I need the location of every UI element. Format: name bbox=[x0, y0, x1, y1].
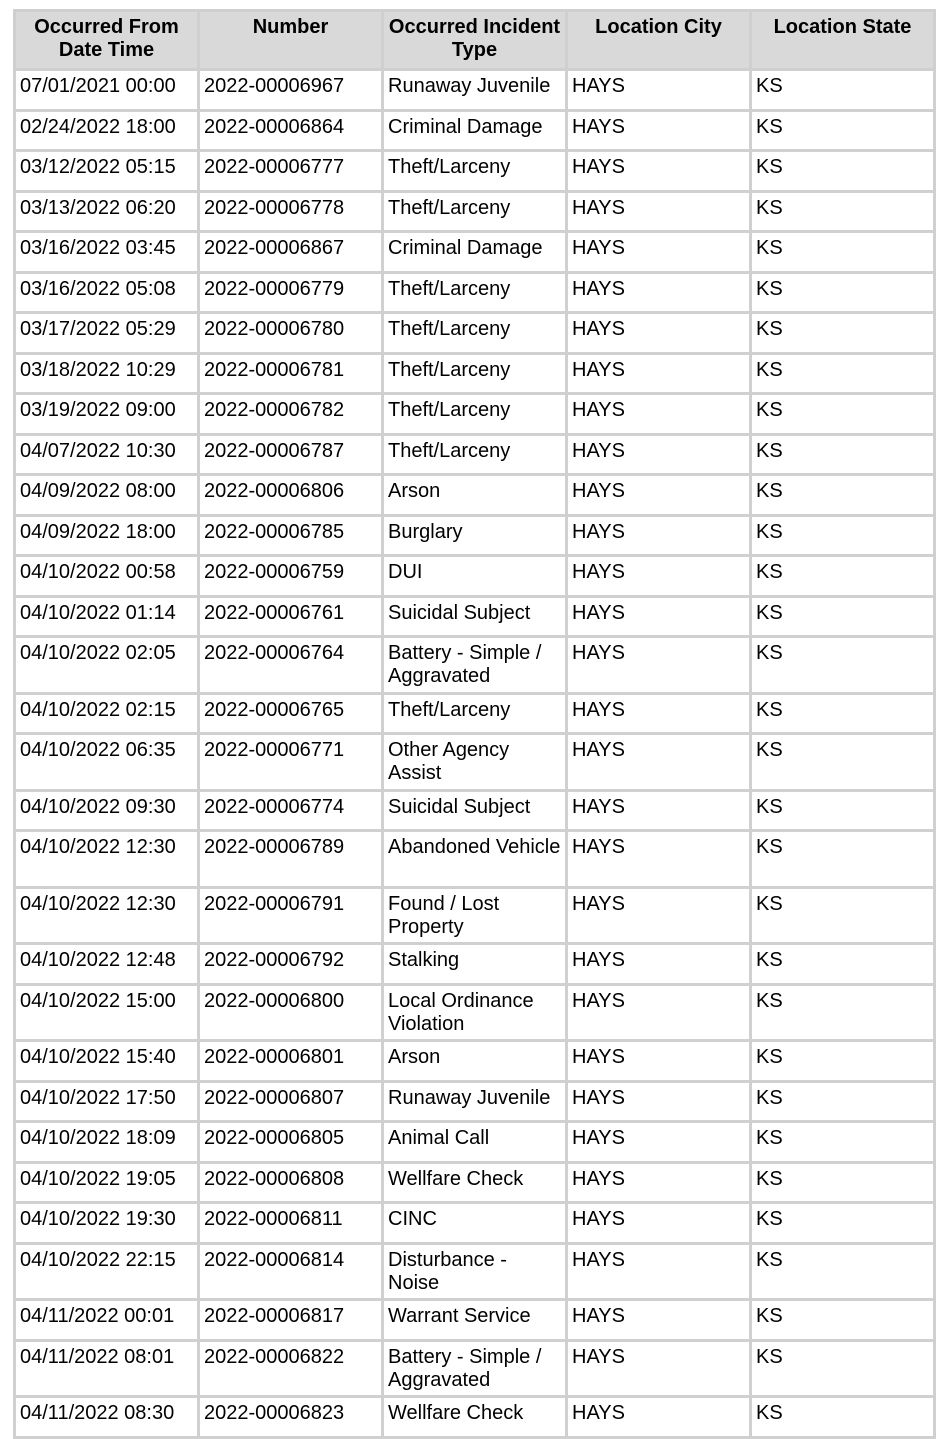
cell-state: KS bbox=[751, 944, 935, 985]
cell-city: HAYS bbox=[567, 1081, 751, 1122]
table-row bbox=[15, 394, 935, 435]
cell-incident-type: Criminal Damage bbox=[383, 232, 567, 273]
cell-city: HAYS bbox=[567, 693, 751, 734]
cell-incident-type: Abandoned Vehicle bbox=[383, 831, 567, 888]
cell-state: KS bbox=[751, 1081, 935, 1122]
cell-city: HAYS bbox=[567, 394, 751, 435]
table-row bbox=[15, 944, 935, 985]
cell-state: KS bbox=[751, 1162, 935, 1203]
cell-number: 2022-00006800 bbox=[199, 984, 383, 1041]
cell-city: HAYS bbox=[567, 232, 751, 273]
table-row bbox=[15, 313, 935, 354]
cell-incident-type: DUI bbox=[383, 556, 567, 597]
cell-state: KS bbox=[751, 70, 935, 111]
cell-state: KS bbox=[751, 475, 935, 516]
cell-incident-type: Other Agency Assist bbox=[383, 734, 567, 791]
cell-state: KS bbox=[751, 693, 935, 734]
cell-number: 2022-00006759 bbox=[199, 556, 383, 597]
cell-state: KS bbox=[751, 637, 935, 694]
cell-incident-type: Warrant Service bbox=[383, 1300, 567, 1341]
cell-city: HAYS bbox=[567, 1300, 751, 1341]
cell-date: 04/11/2022 08:30 bbox=[15, 1397, 199, 1438]
table-row bbox=[15, 232, 935, 273]
cell-city: HAYS bbox=[567, 596, 751, 637]
table-row bbox=[15, 70, 935, 111]
cell-incident-type: Theft/Larceny bbox=[383, 151, 567, 192]
table-row bbox=[15, 693, 935, 734]
cell-city: HAYS bbox=[567, 151, 751, 192]
table-row bbox=[15, 1340, 935, 1397]
cell-incident-type: Wellfare Check bbox=[383, 1397, 567, 1438]
cell-date: 04/10/2022 12:48 bbox=[15, 944, 199, 985]
table-row bbox=[15, 887, 935, 944]
cell-number: 2022-00006811 bbox=[199, 1203, 383, 1244]
table-row bbox=[15, 1300, 935, 1341]
cell-incident-type: Arson bbox=[383, 1041, 567, 1082]
cell-number: 2022-00006792 bbox=[199, 944, 383, 985]
cell-state: KS bbox=[751, 1243, 935, 1300]
table-row bbox=[15, 515, 935, 556]
cell-incident-type: Runaway Juvenile bbox=[383, 70, 567, 111]
cell-city: HAYS bbox=[567, 637, 751, 694]
table-row bbox=[15, 434, 935, 475]
cell-city: HAYS bbox=[567, 1122, 751, 1163]
cell-city: HAYS bbox=[567, 1340, 751, 1397]
cell-number: 2022-00006774 bbox=[199, 790, 383, 831]
cell-city: HAYS bbox=[567, 1243, 751, 1300]
cell-date: 03/13/2022 06:20 bbox=[15, 191, 199, 232]
cell-city: HAYS bbox=[567, 1041, 751, 1082]
cell-date: 04/10/2022 02:05 bbox=[15, 637, 199, 694]
cell-incident-type: Theft/Larceny bbox=[383, 272, 567, 313]
cell-state: KS bbox=[751, 556, 935, 597]
cell-number: 2022-00006801 bbox=[199, 1041, 383, 1082]
cell-state: KS bbox=[751, 353, 935, 394]
cell-incident-type: Suicidal Subject bbox=[383, 596, 567, 637]
cell-number: 2022-00006791 bbox=[199, 887, 383, 944]
table-row bbox=[15, 1203, 935, 1244]
cell-date: 04/11/2022 00:01 bbox=[15, 1300, 199, 1341]
cell-number: 2022-00006805 bbox=[199, 1122, 383, 1163]
cell-number: 2022-00006864 bbox=[199, 110, 383, 151]
cell-number: 2022-00006789 bbox=[199, 831, 383, 888]
table-row bbox=[15, 790, 935, 831]
cell-city: HAYS bbox=[567, 110, 751, 151]
cell-incident-type: Theft/Larceny bbox=[383, 434, 567, 475]
table-row bbox=[15, 637, 935, 694]
cell-incident-type: Stalking bbox=[383, 944, 567, 985]
cell-number: 2022-00006807 bbox=[199, 1081, 383, 1122]
cell-state: KS bbox=[751, 434, 935, 475]
table-row bbox=[15, 1041, 935, 1082]
cell-date: 04/10/2022 01:14 bbox=[15, 596, 199, 637]
table-row bbox=[15, 475, 935, 516]
cell-city: HAYS bbox=[567, 313, 751, 354]
cell-date: 04/10/2022 22:15 bbox=[15, 1243, 199, 1300]
cell-number: 2022-00006823 bbox=[199, 1397, 383, 1438]
cell-number: 2022-00006777 bbox=[199, 151, 383, 192]
cell-incident-type: Animal Call bbox=[383, 1122, 567, 1163]
cell-state: KS bbox=[751, 734, 935, 791]
cell-state: KS bbox=[751, 1122, 935, 1163]
cell-date: 04/10/2022 12:30 bbox=[15, 887, 199, 944]
cell-incident-type: Found / Lost Property bbox=[383, 887, 567, 944]
cell-date: 03/17/2022 05:29 bbox=[15, 313, 199, 354]
header-location-state: Location State bbox=[751, 11, 935, 70]
table-header-row bbox=[15, 11, 935, 70]
cell-date: 03/18/2022 10:29 bbox=[15, 353, 199, 394]
cell-city: HAYS bbox=[567, 944, 751, 985]
cell-state: KS bbox=[751, 515, 935, 556]
cell-number: 2022-00006808 bbox=[199, 1162, 383, 1203]
cell-date: 04/10/2022 12:30 bbox=[15, 831, 199, 888]
header-location-city: Location City bbox=[567, 11, 751, 70]
cell-city: HAYS bbox=[567, 475, 751, 516]
cell-incident-type: CINC bbox=[383, 1203, 567, 1244]
cell-date: 03/16/2022 03:45 bbox=[15, 232, 199, 273]
cell-date: 04/11/2022 08:01 bbox=[15, 1340, 199, 1397]
cell-date: 04/07/2022 10:30 bbox=[15, 434, 199, 475]
cell-state: KS bbox=[751, 151, 935, 192]
cell-city: HAYS bbox=[567, 272, 751, 313]
header-occurred-incident-type: Occurred Incident Type bbox=[383, 11, 567, 70]
incident-table bbox=[13, 9, 936, 1439]
cell-number: 2022-00006779 bbox=[199, 272, 383, 313]
cell-incident-type: Theft/Larceny bbox=[383, 353, 567, 394]
cell-date: 04/10/2022 17:50 bbox=[15, 1081, 199, 1122]
cell-city: HAYS bbox=[567, 1162, 751, 1203]
cell-city: HAYS bbox=[567, 434, 751, 475]
header-occurred-from-date-time: Occurred From Date Time bbox=[15, 11, 199, 70]
cell-date: 04/10/2022 19:05 bbox=[15, 1162, 199, 1203]
cell-date: 04/09/2022 18:00 bbox=[15, 515, 199, 556]
cell-incident-type: Theft/Larceny bbox=[383, 313, 567, 354]
cell-city: HAYS bbox=[567, 191, 751, 232]
cell-date: 04/10/2022 15:00 bbox=[15, 984, 199, 1041]
cell-state: KS bbox=[751, 313, 935, 354]
cell-incident-type: Theft/Larceny bbox=[383, 191, 567, 232]
table-row bbox=[15, 272, 935, 313]
cell-state: KS bbox=[751, 831, 935, 888]
cell-city: HAYS bbox=[567, 556, 751, 597]
cell-state: KS bbox=[751, 1340, 935, 1397]
cell-number: 2022-00006787 bbox=[199, 434, 383, 475]
cell-incident-type: Local Ordinance Violation bbox=[383, 984, 567, 1041]
table-row bbox=[15, 151, 935, 192]
table-body bbox=[15, 70, 935, 1438]
cell-state: KS bbox=[751, 887, 935, 944]
table-row bbox=[15, 1397, 935, 1438]
cell-incident-type: Theft/Larceny bbox=[383, 394, 567, 435]
cell-date: 04/10/2022 15:40 bbox=[15, 1041, 199, 1082]
cell-number: 2022-00006765 bbox=[199, 693, 383, 734]
cell-city: HAYS bbox=[567, 984, 751, 1041]
cell-incident-type: Battery - Simple / Aggravated bbox=[383, 1340, 567, 1397]
cell-date: 03/16/2022 05:08 bbox=[15, 272, 199, 313]
cell-city: HAYS bbox=[567, 1397, 751, 1438]
table-row bbox=[15, 191, 935, 232]
cell-number: 2022-00006781 bbox=[199, 353, 383, 394]
cell-number: 2022-00006817 bbox=[199, 1300, 383, 1341]
cell-incident-type: Wellfare Check bbox=[383, 1162, 567, 1203]
table-row bbox=[15, 1243, 935, 1300]
cell-state: KS bbox=[751, 232, 935, 273]
cell-date: 04/10/2022 02:15 bbox=[15, 693, 199, 734]
cell-city: HAYS bbox=[567, 515, 751, 556]
cell-state: KS bbox=[751, 272, 935, 313]
cell-city: HAYS bbox=[567, 1203, 751, 1244]
cell-city: HAYS bbox=[567, 734, 751, 791]
cell-number: 2022-00006782 bbox=[199, 394, 383, 435]
table-row bbox=[15, 734, 935, 791]
cell-date: 04/10/2022 00:58 bbox=[15, 556, 199, 597]
cell-number: 2022-00006814 bbox=[199, 1243, 383, 1300]
cell-city: HAYS bbox=[567, 887, 751, 944]
cell-number: 2022-00006764 bbox=[199, 637, 383, 694]
table-row bbox=[15, 596, 935, 637]
table-row bbox=[15, 110, 935, 151]
cell-incident-type: Theft/Larceny bbox=[383, 693, 567, 734]
cell-state: KS bbox=[751, 394, 935, 435]
table-row bbox=[15, 353, 935, 394]
cell-state: KS bbox=[751, 1300, 935, 1341]
table-row bbox=[15, 984, 935, 1041]
cell-number: 2022-00006806 bbox=[199, 475, 383, 516]
cell-number: 2022-00006785 bbox=[199, 515, 383, 556]
cell-state: KS bbox=[751, 1041, 935, 1082]
cell-date: 07/01/2021 00:00 bbox=[15, 70, 199, 111]
cell-number: 2022-00006778 bbox=[199, 191, 383, 232]
cell-incident-type: Arson bbox=[383, 475, 567, 516]
cell-city: HAYS bbox=[567, 353, 751, 394]
cell-number: 2022-00006867 bbox=[199, 232, 383, 273]
cell-number: 2022-00006771 bbox=[199, 734, 383, 791]
header-number: Number bbox=[199, 11, 383, 70]
table-row bbox=[15, 1122, 935, 1163]
cell-state: KS bbox=[751, 1203, 935, 1244]
cell-number: 2022-00006761 bbox=[199, 596, 383, 637]
table-row bbox=[15, 831, 935, 888]
cell-incident-type: Runaway Juvenile bbox=[383, 1081, 567, 1122]
cell-date: 04/10/2022 18:09 bbox=[15, 1122, 199, 1163]
cell-number: 2022-00006967 bbox=[199, 70, 383, 111]
cell-date: 03/19/2022 09:00 bbox=[15, 394, 199, 435]
cell-date: 04/09/2022 08:00 bbox=[15, 475, 199, 516]
cell-date: 04/10/2022 09:30 bbox=[15, 790, 199, 831]
cell-date: 04/10/2022 06:35 bbox=[15, 734, 199, 791]
cell-state: KS bbox=[751, 984, 935, 1041]
cell-incident-type: Disturbance - Noise bbox=[383, 1243, 567, 1300]
table-row bbox=[15, 556, 935, 597]
cell-date: 04/10/2022 19:30 bbox=[15, 1203, 199, 1244]
cell-incident-type: Battery - Simple / Aggravated bbox=[383, 637, 567, 694]
cell-state: KS bbox=[751, 1397, 935, 1438]
table-row bbox=[15, 1162, 935, 1203]
table-row bbox=[15, 1081, 935, 1122]
cell-incident-type: Burglary bbox=[383, 515, 567, 556]
cell-city: HAYS bbox=[567, 831, 751, 888]
cell-state: KS bbox=[751, 191, 935, 232]
cell-number: 2022-00006780 bbox=[199, 313, 383, 354]
cell-city: HAYS bbox=[567, 790, 751, 831]
cell-city: HAYS bbox=[567, 70, 751, 111]
cell-incident-type: Suicidal Subject bbox=[383, 790, 567, 831]
cell-number: 2022-00006822 bbox=[199, 1340, 383, 1397]
cell-date: 02/24/2022 18:00 bbox=[15, 110, 199, 151]
cell-incident-type: Criminal Damage bbox=[383, 110, 567, 151]
cell-state: KS bbox=[751, 790, 935, 831]
cell-state: KS bbox=[751, 596, 935, 637]
cell-date: 03/12/2022 05:15 bbox=[15, 151, 199, 192]
cell-state: KS bbox=[751, 110, 935, 151]
